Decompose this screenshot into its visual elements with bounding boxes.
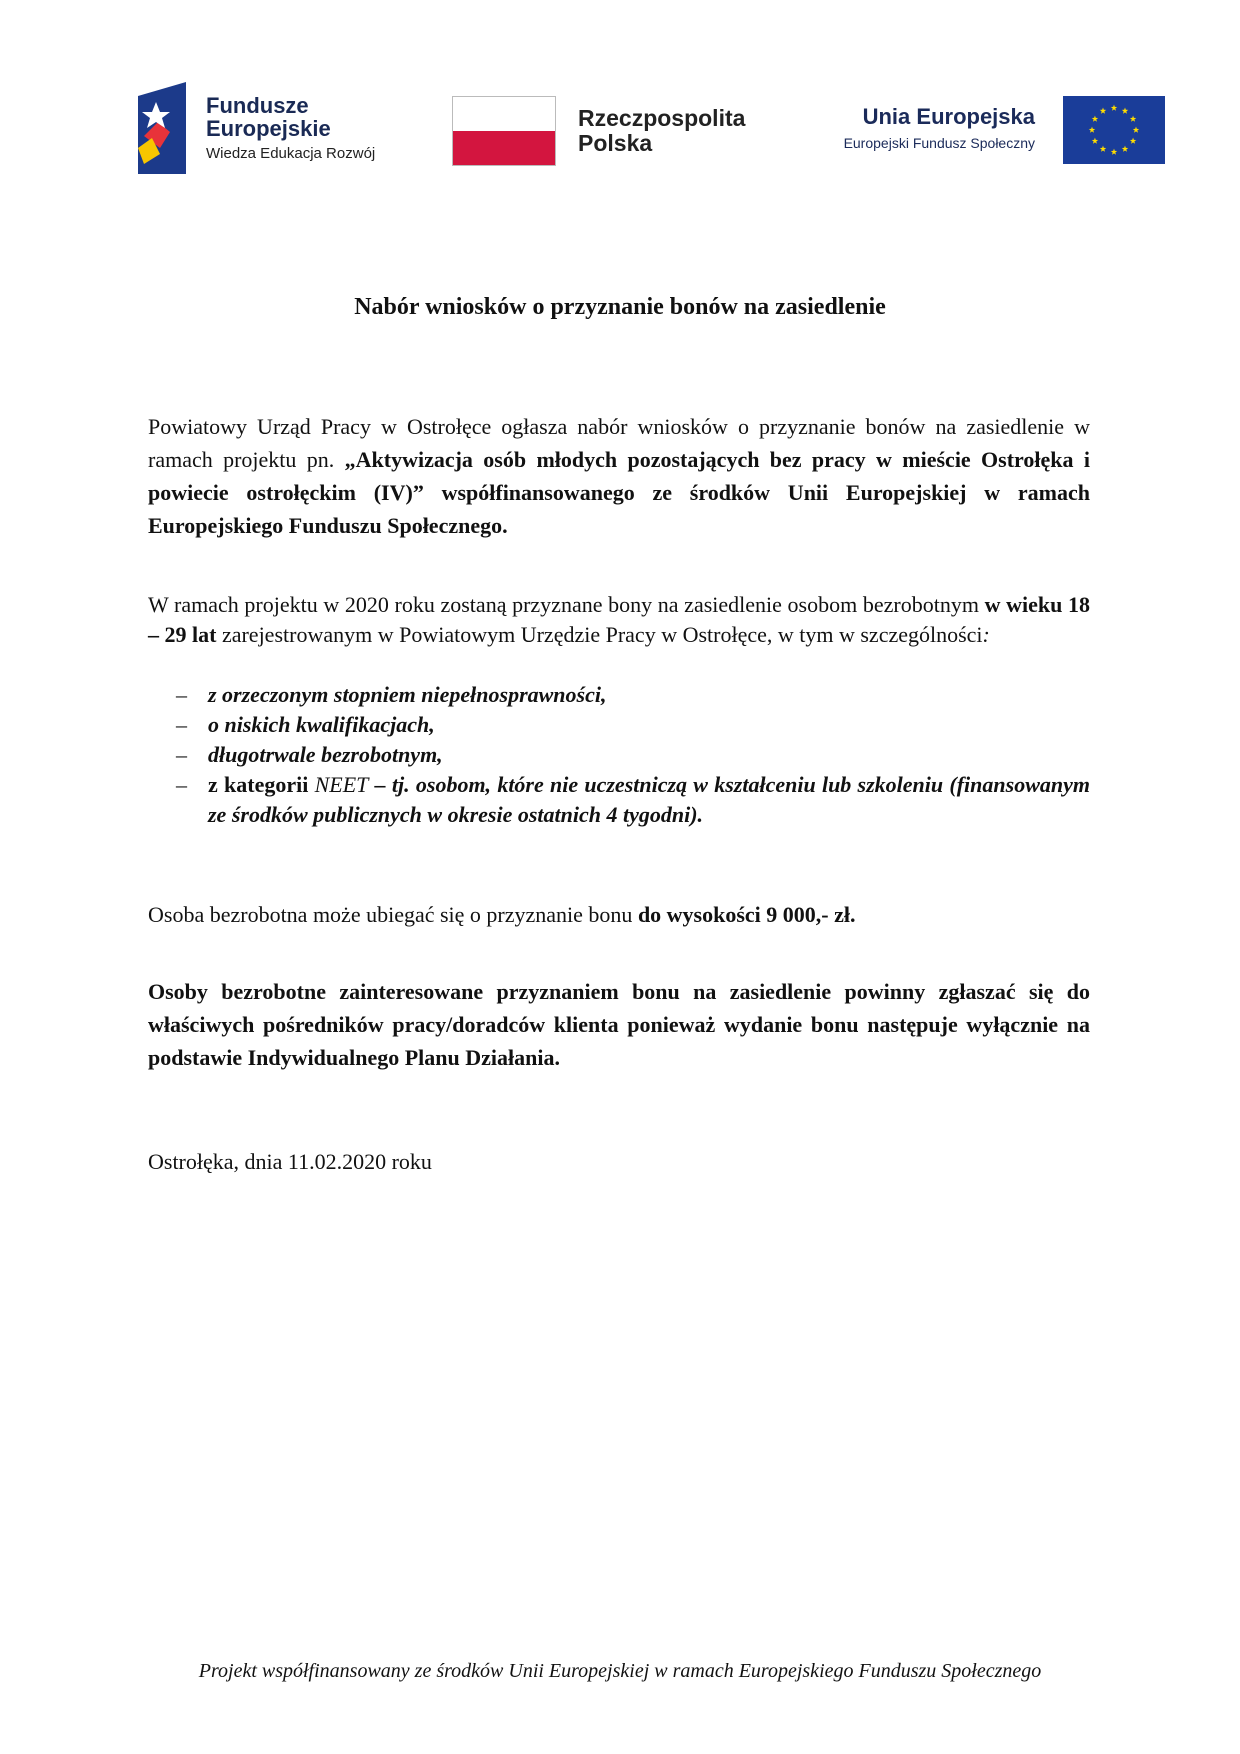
ue-logo-name: Unia Europejska (862, 104, 1035, 129)
eu-star (1130, 116, 1136, 122)
eu-star (1089, 127, 1095, 133)
unia-europejska-logo (815, 96, 1165, 168)
fe-logo-name-line1: Fundusze (206, 93, 309, 118)
list-item-neet: NEET (314, 772, 369, 797)
rp-logo-line1: Rzeczpospolita (578, 105, 746, 131)
announcement-text: Powiatowy Urząd Pracy w Ostrołęce ogłasza nabór wniosków o przyznanie bonów na zasiedlenie w ramach projektu pn. (148, 414, 1090, 472)
fe-logo-subtitle: Wiedza Edukacja Rozwój (206, 145, 376, 162)
eligibility-text-1: W ramach projektu w 2020 roku zostaną przyznane bony na zasiedlenie osobom bezrobotnym (148, 592, 985, 617)
fundusze-europejskie-logo (138, 82, 398, 174)
paragraph-instructions: Osoby bezrobotne zainteresowane przyznaniem bonu na zasiedlenie powinny zgłaszać się do właściwych pośredników pracy/doradców klienta ponieważ wydanie bonu następuje wyłącznie na podstawie Indywidualnego Planu Działania. (148, 979, 1090, 1070)
eu-star (1111, 105, 1117, 111)
fe-logo-name-line2: Europejskie (206, 116, 331, 141)
logo-header (0, 0, 1240, 200)
list-item: – z orzeczonym stopniem niepełnosprawności, (176, 682, 607, 707)
list-item-text: o niskich kwalifikacjach, (208, 712, 435, 737)
eu-star (1133, 127, 1139, 133)
eu-star (1100, 146, 1106, 152)
list-item: – długotrwale bezrobotnym, (176, 742, 443, 767)
eu-star (1100, 108, 1106, 114)
amount-value: do wysokości 9 000,- zł. (637, 902, 856, 927)
poland-flag (452, 96, 556, 166)
fundusze-europejskie-emblem (138, 82, 186, 174)
list-item-text: z orzeczonym stopniem niepełnosprawności, (208, 682, 607, 707)
project-name: „Aktywizacja osób młodych pozostających bez pracy w mieście Ostrołęka i powiecie ostrołęckim (IV)” współfinansowanego ze środków Unii Europejskiej w ramach Europejskiego Funduszu Społecznego. (148, 447, 1090, 538)
paragraph-announcement (148, 410, 1090, 542)
rp-logo-line2: Polska (578, 130, 653, 156)
list-item: – z kategorii NEET – tj. osobom, które nie uczestniczą w kształceniu lub szkoleniu (finansowanym ze środków publicznych w okresie ostatnich 4 tygodni). (176, 772, 1090, 827)
list-item: – o niskich kwalifikacjach, (176, 712, 435, 737)
rzeczpospolita-polska-logo (452, 96, 772, 168)
eligibility-list (176, 680, 1090, 830)
document-title: Nabór wniosków o przyznanie bonów na zasiedlenie (354, 294, 886, 320)
eligibility-text-2: zarejestrowanym w Powiatowym Urzędzie Pracy w Ostrołęce, w tym w szczególności (216, 622, 983, 647)
date-line: Ostrołęka, dnia 11.02.2020 roku (148, 1149, 432, 1174)
eu-star (1122, 108, 1128, 114)
amount-text: Osoba bezrobotna może ubiegać się o przyznanie bonu (148, 902, 638, 927)
eu-star (1130, 138, 1136, 144)
eu-star (1111, 149, 1117, 155)
eu-star (1122, 146, 1128, 152)
list-item-text: – tj. osobom, które nie uczestniczą w kształceniu lub szkoleniu (finansowanym ze środków publicznych w okresie ostatnich 4 tygodni). (208, 772, 1090, 827)
ue-logo-subtitle: Europejski Fundusz Społeczny (843, 135, 1035, 151)
paragraph-amount (148, 898, 1090, 931)
eu-flag-icon (1063, 96, 1165, 164)
eligibility-colon: : (982, 622, 990, 647)
list-item-text: długotrwale bezrobotnym, (208, 742, 443, 767)
eu-star (1092, 138, 1098, 144)
list-item-category: z kategorii (208, 772, 315, 797)
page-footer: Projekt współfinansowany ze środków Unii Europejskiej w ramach Europejskiego Funduszu Społecznego (198, 1660, 1042, 1682)
paragraph-eligibility (148, 590, 1090, 650)
eu-star (1092, 116, 1098, 122)
age-range: w wieku 18 – 29 lat (148, 592, 1090, 647)
